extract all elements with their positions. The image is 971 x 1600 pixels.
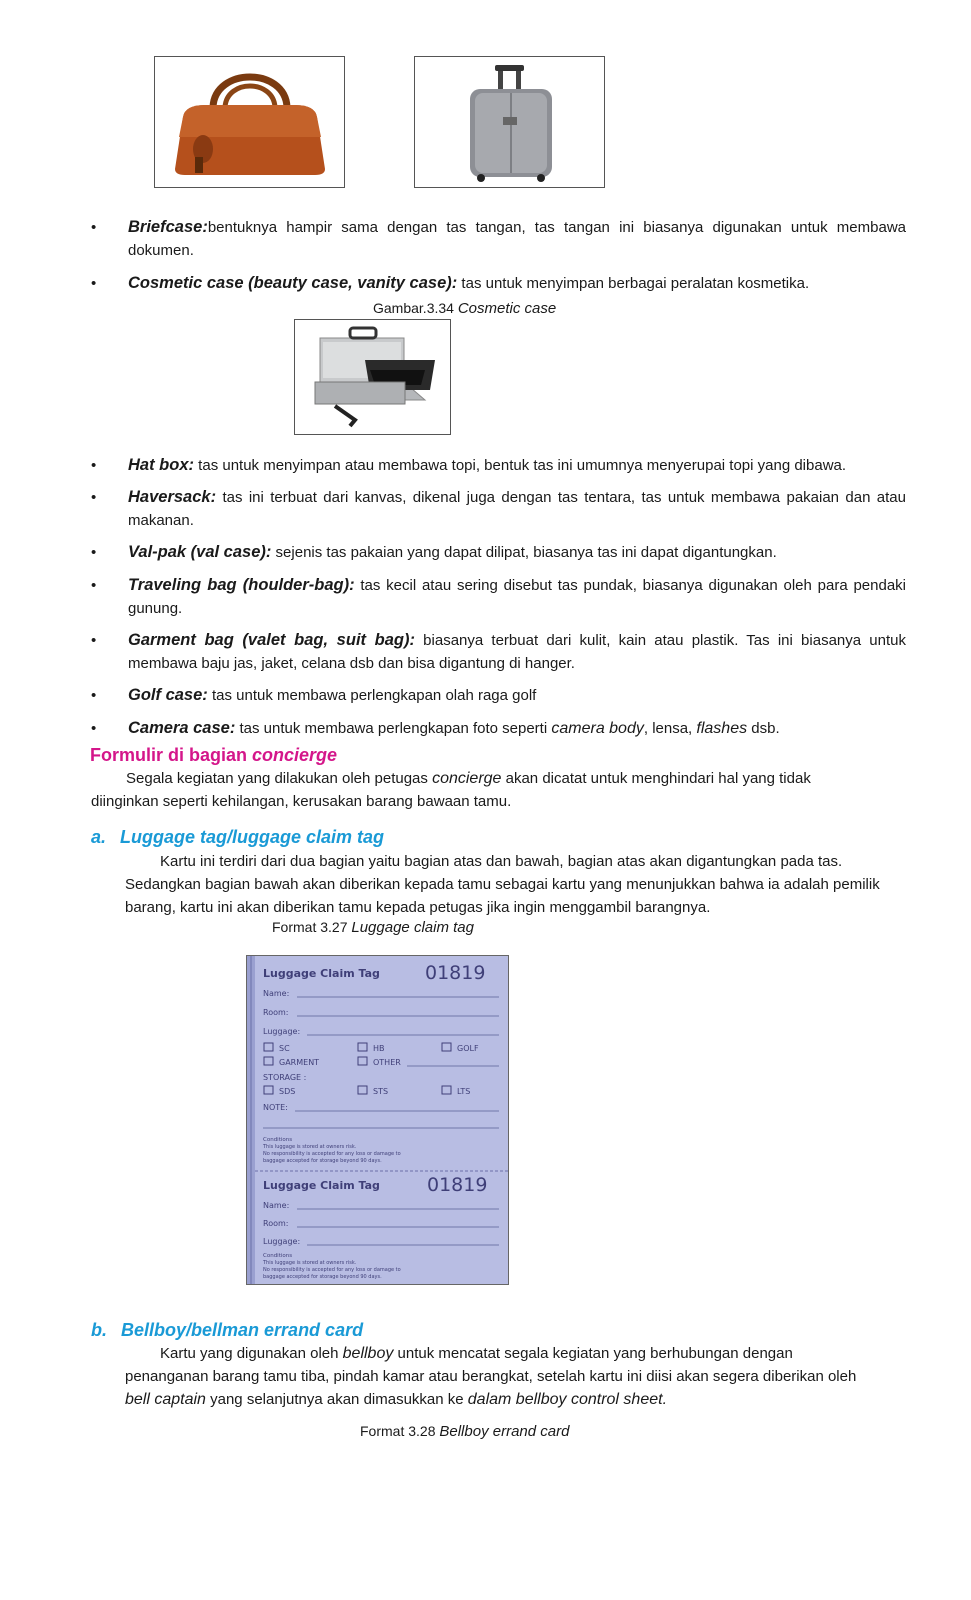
term: Cosmetic case (beauty case, vanity case) <box>128 274 452 292</box>
bullet-camera-case: • Camera case: tas untuk membawa perlengkapan foto seperti camera body, lensa, flashes dsb. <box>91 717 906 740</box>
checkbox-label: LTS <box>457 1087 471 1096</box>
field-label: Room: <box>263 1219 289 1228</box>
field-label: Luggage: <box>263 1027 301 1036</box>
checkbox-label: STS <box>373 1087 389 1096</box>
checkbox-label: GARMENT <box>279 1058 320 1067</box>
conditions-line: No responsibility is accepted for any loss or damage to <box>263 1267 401 1273</box>
bullet-haversack: • Haversack: tas ini terbuat dari kanvas, dikenal juga dengan tas tentara, tas untuk membawa pakaian dan atau makanan. <box>91 488 906 529</box>
claim-tag-number: 01819 <box>425 962 486 984</box>
checkbox-label: SC <box>279 1044 290 1053</box>
bullet-dot: • <box>91 632 97 649</box>
bullet-hat-box: • Hat box: tas untuk menyimpan atau membawa topi, bentuk tas ini umumnya menyerupai topi yang dibawa. <box>91 454 906 477</box>
conditions-line: No responsibility is accepted for any loss or damage to <box>263 1151 401 1157</box>
field-label: Name: <box>263 989 290 998</box>
cosmetic-case-photo <box>294 319 451 435</box>
storage-label: STORAGE : <box>263 1073 307 1082</box>
bullet-briefcase: • Briefcase:bentuknya hampir sama dengan tas tangan, tas tangan ini biasanya digunakan untuk membawa dokumen. <box>91 218 906 259</box>
claim-tag-title: Luggage Claim Tag <box>263 1179 380 1192</box>
desc: bentuknya hampir sama dengan tas tangan, tas tangan ini biasanya digunakan untuk membawa dokumen. <box>128 219 906 259</box>
bullet-cosmetic-case: • Cosmetic case (beauty case, vanity case): tas untuk menyimpan berbagai peralatan kosmetika. <box>91 272 906 295</box>
conditions-line: This luggage is stored at owners risk. <box>263 1260 357 1266</box>
bullet-dot: • <box>91 275 97 292</box>
checkbox-label: GOLF <box>457 1044 479 1053</box>
note-label: NOTE: <box>263 1103 288 1112</box>
subheading-luggage-tag: a. Luggage tag/luggage claim tag <box>91 827 385 847</box>
bullet-garment-bag: • Garment bag (valet bag, suit bag): biasanya terbuat dari kulit, kain atau plastik. Tas ini biasanya untuk membawa baju jas, jaket, celana dsb dan bisa digantung di hanger. <box>91 631 906 672</box>
desc: tas untuk menyimpan berbagai peralatan kosmetika. <box>457 275 810 292</box>
checkbox-label: SDS <box>279 1087 296 1096</box>
bullet-dot: • <box>91 457 97 474</box>
luggage-tag-paragraph: Kartu ini terdiri dari dua bagian yaitu bagian atas dan bawah, bagian atas akan digantungkan pada tas. Sedangkan bagian bawah akan diberikan kepada tamu sebagai kartu yang menunjukkan bahwa ia adalah pemilik barang, kartu ini akan diberikan tamu kepada petugas jika ingin menggambil barangnya. <box>125 853 880 916</box>
checkbox-label: HB <box>373 1044 385 1053</box>
bullet-dot: • <box>91 489 97 506</box>
conditions-title: Conditions <box>263 1137 293 1143</box>
conditions-line: This luggage is stored at owners risk. <box>263 1144 357 1150</box>
caption-luggage-claim-tag: Format 3.27 Luggage claim tag <box>272 919 474 936</box>
conditions-line: baggage accepted for storage beyond 90 days. <box>263 1274 382 1280</box>
bullet-val-pak: • Val-pak (val case): sejenis tas pakaian yang dapat dilipat, biasanya tas ini dapat digantungkan. <box>91 541 906 564</box>
bullet-dot: • <box>91 219 97 236</box>
suitcase-photo <box>414 56 605 188</box>
field-label: Luggage: <box>263 1237 301 1246</box>
term: Briefcase <box>128 218 203 236</box>
bullet-dot: • <box>91 687 97 704</box>
bullet-dot: • <box>91 544 97 561</box>
claim-tag-title: Luggage Claim Tag <box>263 967 380 980</box>
checkbox-label: OTHER <box>373 1058 401 1067</box>
bullet-dot: • <box>91 577 97 594</box>
subheading-bellboy-card: b. Bellboy/bellman errand card <box>91 1320 364 1340</box>
section-heading: Formulir di bagian concierge <box>90 745 338 765</box>
section-paragraph: Segala kegiatan yang dilakukan oleh petugas concierge akan dicatat untuk menghindari hal yang tidak diinginkan seperti kehilangan, kerusakan barang bawaan tamu. <box>91 770 811 810</box>
bullet-golf-case: • Golf case: tas untuk membawa perlengkapan olah raga golf <box>91 684 906 707</box>
bullet-traveling-bag: • Traveling bag (houlder-bag): tas kecil atau sering disebut tas pundak, biasanya digunakan oleh para pendaki gunung. <box>91 576 906 617</box>
bellboy-card-paragraph: Kartu yang digunakan oleh bellboy untuk mencatat segala kegiatan yang berhubungan dengan penanganan barang tamu tiba, pindah kamar atau berangkat, setelah kartu ini diisi akan segera diberikan oleh bell captain yang selanjutnya akan dimasukkan ke dalam bellboy control sheet. <box>125 1345 857 1408</box>
field-label: Room: <box>263 1008 289 1017</box>
caption-cosmetic-case: Gambar.3.34 Cosmetic case <box>373 300 557 317</box>
luggage-claim-tag-image <box>246 955 509 1285</box>
conditions-line: baggage accepted for storage beyond 90 days. <box>263 1158 382 1164</box>
field-label: Name: <box>263 1201 290 1210</box>
bullet-dot: • <box>91 720 97 737</box>
handbag-photo <box>154 56 345 188</box>
caption-bellboy-errand-card: Format 3.28 Bellboy errand card <box>360 1423 570 1440</box>
claim-tag-number: 01819 <box>427 1174 488 1196</box>
conditions-title: Conditions <box>263 1253 293 1259</box>
